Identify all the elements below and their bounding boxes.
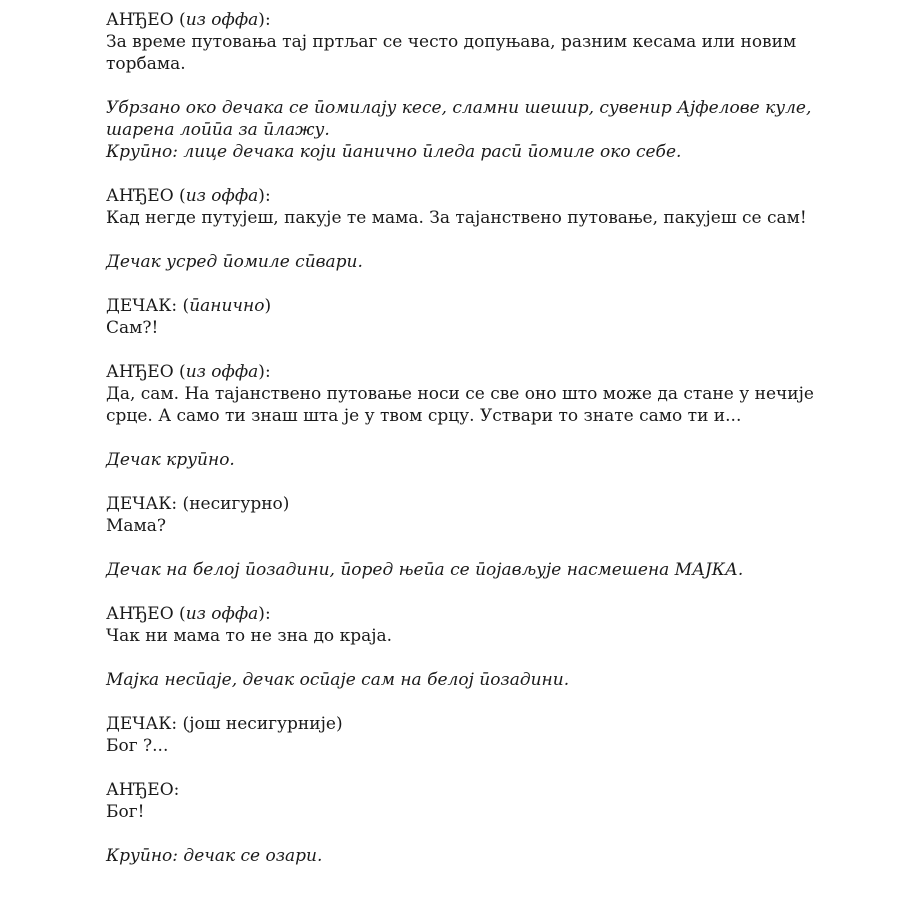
parenthetical: из оффа: [185, 604, 259, 624]
dialogue-block: [106, 361, 826, 427]
dialogue-text: Сам?!: [106, 318, 159, 338]
direction-line: Мајка несӣаје, дечак осӣаје сам на белој ӣозадини.: [106, 670, 570, 690]
speaker-line: ДЕЧАК: (ӣанично): [106, 296, 272, 316]
dialogue-text: Бог ?...: [106, 736, 169, 756]
dialogue-text: Мама?: [106, 516, 167, 536]
speaker-line: ДЕЧАК: (несигурно): [106, 494, 290, 514]
direction-block: [106, 845, 826, 867]
speaker-suffix: :: [264, 362, 271, 382]
dialogue-block: [106, 295, 826, 339]
dialogue-block: [106, 185, 826, 229]
parenthetical: још несигурније: [189, 714, 336, 734]
speaker-suffix: :: [264, 604, 271, 624]
parenthetical: из оффа: [185, 186, 259, 206]
direction-line: Дечак на белој ӣозадини, ӣоред њеӣа се ӣојављује насмешена МАЈКА.: [106, 560, 744, 580]
direction-block: [106, 251, 826, 273]
speaker-line: ДЕЧАК: (још несигурније): [106, 714, 343, 734]
dialogue-block: [106, 603, 826, 647]
speaker-name: АНЂЕО: [106, 186, 174, 206]
speaker-line: АНЂЕО (из оффа):: [106, 362, 271, 382]
parenthetical: из оффа: [185, 362, 259, 382]
parenthetical: из оффа: [185, 10, 259, 30]
direction-block: [106, 559, 826, 581]
dialogue-text: За време путовања тај пртљаг се често допуњава, разним кесама или новим торбама.: [106, 32, 797, 74]
dialogue-block: [106, 493, 826, 537]
speaker-line: АНЂЕО (из оффа):: [106, 10, 271, 30]
speaker-line: АНЂЕО:: [106, 780, 180, 800]
parenthetical: ӣанично: [189, 296, 265, 316]
script-content: [106, 9, 826, 889]
dialogue-text: Чак ни мама то не зна до краја.: [106, 626, 393, 646]
speaker-name: ДЕЧАК:: [106, 494, 178, 514]
dialogue-text: Бог!: [106, 802, 145, 822]
direction-line: Убрзано око дечака се ӣомилају кесе, сламни шешир, сувенир Ајфелове куле, шарена лоӣӣа за ӣлажу.: [106, 98, 812, 140]
direction-block: [106, 97, 826, 163]
dialogue-block: [106, 713, 826, 757]
direction-line: Дечак усред ӣомиле сӣвари.: [106, 252, 363, 272]
direction-block: [106, 449, 826, 471]
direction-line: Дечак круӣно.: [106, 450, 235, 470]
dialogue-block: [106, 9, 826, 75]
direction-line: Круӣно: дечак се озари.: [106, 846, 323, 866]
speaker-name: АНЂЕО: [106, 604, 174, 624]
parenthetical: несигурно: [189, 494, 283, 514]
speaker-name: АНЂЕО: [106, 362, 174, 382]
dialogue-block: [106, 779, 826, 823]
speaker-name: ДЕЧАК:: [106, 714, 178, 734]
dialogue-text: Кад негде путујеш, пакује те мама. За тајанствено путовање, пакујеш се сам!: [106, 208, 807, 228]
dialogue-text: Да, сам. На тајанствено путовање носи се све оно што може да стане у нечије срце. А само ти знаш шта је у твом срцу. Уствари то знате само ти и...: [106, 384, 814, 426]
speaker-line: АНЂЕО (из оффа):: [106, 604, 271, 624]
speaker-line: АНЂЕО (из оффа):: [106, 186, 271, 206]
speaker-suffix: :: [264, 186, 271, 206]
speaker-suffix: :: [264, 10, 271, 30]
direction-block: [106, 669, 826, 691]
speaker-name: АНЂЕО: [106, 10, 174, 30]
direction-line: Круӣно: лице дечака који ӣанично ӣледа расӣ ӣомиле око себе.: [106, 142, 682, 162]
speaker-name: ДЕЧАК:: [106, 296, 178, 316]
